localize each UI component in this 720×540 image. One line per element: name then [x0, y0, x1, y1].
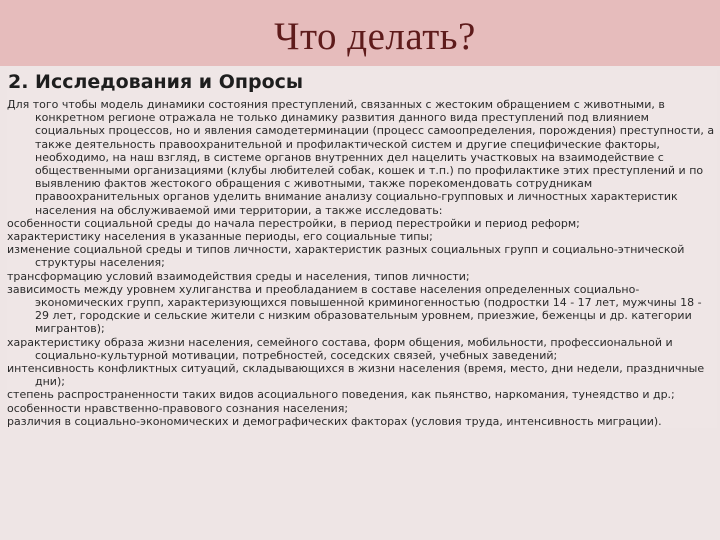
intro-paragraph: Для того чтобы модель динамики состояния преступлений, связанных с жестоким обращением с животными, в конкретном регионе отражала не только динамику развития данного вида преступлений под влиянием социальных процессов, но и явления самодетерминации (процесс самоопределения, порождения) преступности, а также деятельность правоохранительной и профилактической систем и другие специфические факторы, необходимо, на наш взгляд, в системе органов внутренних дел нацелить участковых на взаимодействие с общественными организациями (клубы любителей собак, кошек и т.п.) по профилактике этих преступлений и по выявлению фактов жестокого обращения с животными, также порекомендовать сотрудникам правоохранительных органов уделить внимание анализу социально-групповых и личностных характеристик населения на обслуживаемой ими территории, а также исследовать:: [7, 98, 715, 217]
list-item: характеристику образа жизни населения, семейного состава, форм общения, мобильности, профессиональной и социально-культурной мотивации, потребностей, соседских связей, учебных заведений;: [7, 335, 673, 362]
list-item: особенности социальной среды до начала перестройки, в период перестройки и период реформ;: [7, 216, 580, 230]
list-item: зависимость между уровнем хулиганства и преобладанием в составе населения определенных социально-экономических групп, характеризующихся повышенной криминогенностью (подростки 14 - 17 лет, мужчины 18 - 29 лет, городские и сельские жители с низким образовательным уровнем, приезжие, беженцы и др. категории мигрантов);: [7, 282, 702, 336]
list-item: характеристику населения в указанные периоды, его социальные типы;: [7, 230, 433, 244]
slide-content: [7, 70, 717, 428]
list-item: различия в социально-экономических и демографических факторах (условия труда, интенсивность миграции).: [7, 414, 662, 428]
slide-title: Что делать?: [274, 15, 476, 58]
list-item: изменение социальной среды и типов личности, характеристик разных социальных групп и социально-этнической структуры населения;: [7, 243, 685, 270]
list-item: степень распространенности таких видов асоциального поведения, как пьянство, наркомания, тунеядство и др.;: [7, 388, 675, 402]
section-heading: 2. Исследования и Опросы: [8, 71, 304, 93]
list-item: особенности нравственно-правового сознания населения;: [7, 401, 349, 415]
list-item: трансформацию условий взаимодействия среды и населения, типов личности;: [7, 269, 470, 283]
list-item: интенсивность конфликтных ситуаций, складывающихся в жизни населения (время, место, дни недели, праздничные дни);: [7, 362, 705, 389]
